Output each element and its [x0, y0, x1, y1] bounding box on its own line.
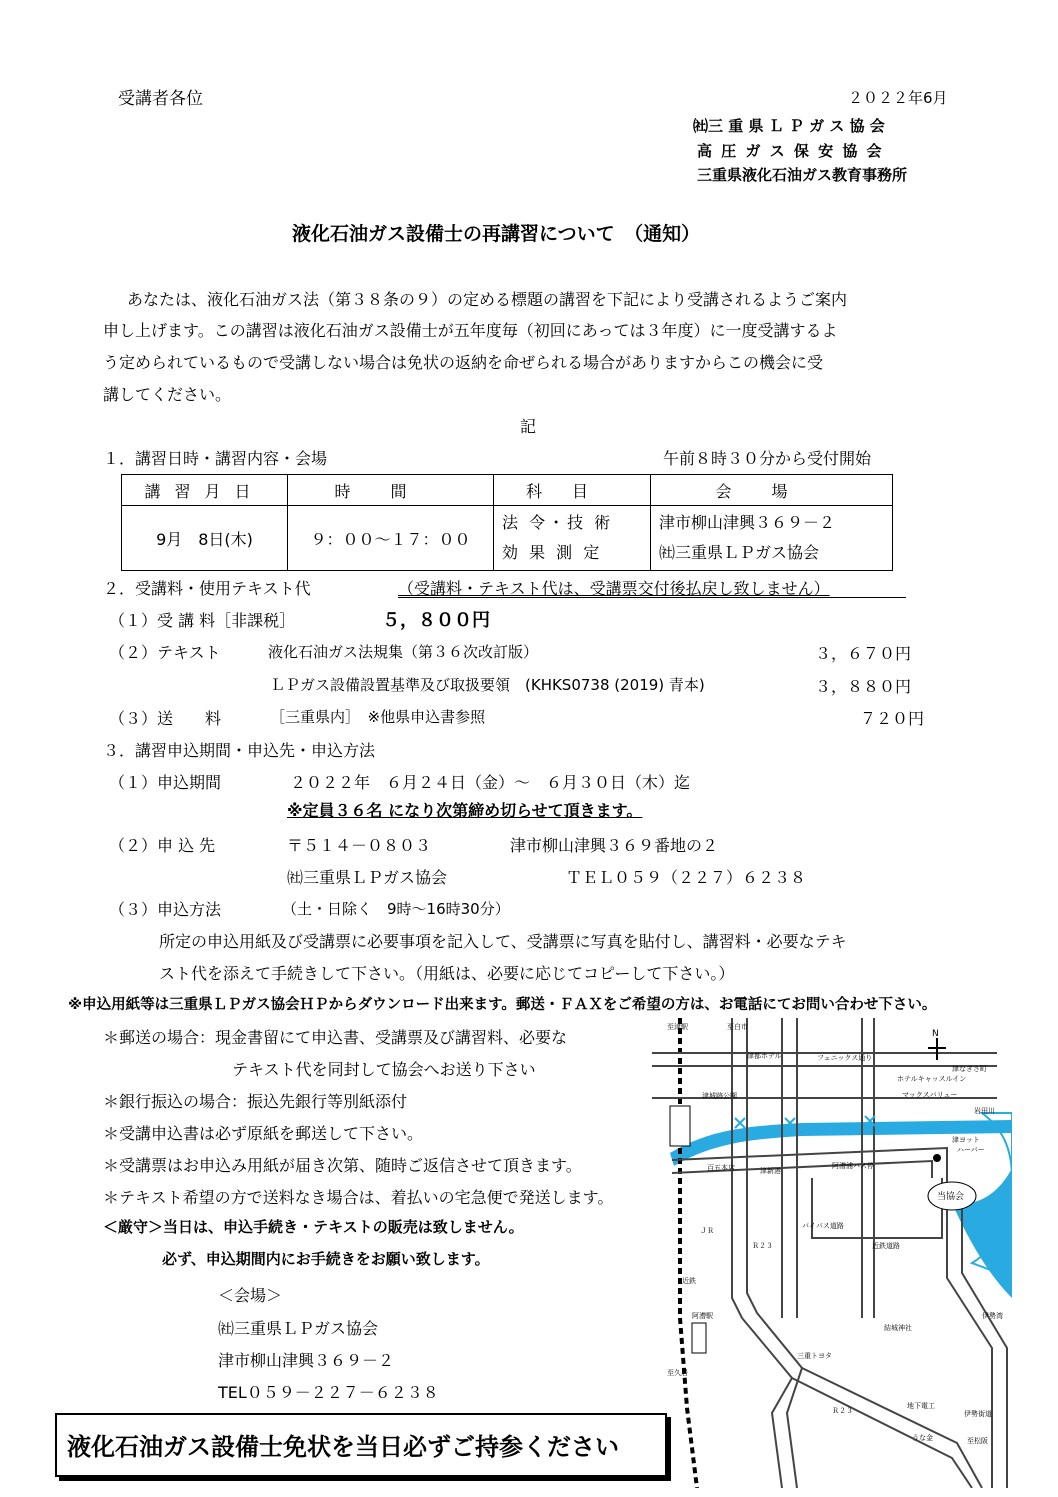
method-text-2: スト代を添えて手続きして下さい。（用紙は、必要に応じてコピーして下さい。）	[159, 964, 735, 983]
issue-date: ２０２２年6月	[848, 89, 948, 107]
map-label-r23b: Ｒ２３	[832, 1407, 853, 1415]
intro-line-4: 講してください。	[103, 385, 232, 404]
org-education: 三重県液化石油ガス教育事務所	[697, 166, 908, 184]
subject-line-1: 法 令・技 術	[502, 513, 614, 532]
venue-address: 津市柳山津興３６９－２	[218, 1351, 395, 1370]
map-label-bypass: バイパス道路	[802, 1222, 844, 1230]
reception-time: 午前８時３０分から受付開始	[663, 449, 872, 468]
text2-price: ３，８８０円	[815, 677, 912, 696]
footer-reminder	[55, 1413, 667, 1477]
refund-rule	[398, 597, 906, 598]
map-label-ako-bus: 阿漕浦バス停	[832, 1162, 874, 1170]
venue-label: ＜会場＞	[218, 1286, 283, 1305]
ako-station-box	[692, 1323, 706, 1353]
map-label-tsu-yacht: 津ヨット	[952, 1136, 980, 1144]
col-subject-header: 科目	[494, 475, 651, 506]
note-original: ＊受講申込書は必ず原紙を郵送して下さい。	[103, 1124, 424, 1143]
org-lpgas: ㈳三 重 県 Ｌ Ｐ ガ ス 協 会	[693, 117, 885, 135]
roads	[652, 1018, 1007, 1488]
map-label-max-value: マックスバリュー	[902, 1091, 958, 1099]
venue-tel: TEL０５９－２２７－６２３８	[218, 1383, 439, 1402]
map-label-tsu-station: 至津駅	[667, 1023, 688, 1031]
cell-subject	[494, 506, 651, 571]
subject-line-2: 効 果 測 定	[502, 543, 603, 562]
capacity-note: ※定員３６名 になり次第締め切らせて頂きます。	[287, 801, 643, 820]
note-ticket: ＊受講票はお申込み用紙が届き次第、随時ご返信させて頂きます。	[103, 1156, 582, 1175]
col-venue-header: 会場	[651, 475, 893, 506]
download-note: ※申込用紙等は三重県ＬＰガス協会ＨＰからダウンロード出来ます。郵送・ＦＡＸをご希望の方は、お電話にてお問い合わせ下さい。	[68, 997, 937, 1013]
map-label-chikatetsu: 地下電工	[907, 1402, 935, 1410]
addressee: 受講者各位	[118, 89, 203, 109]
shipping-label: （３）送 料	[109, 709, 222, 728]
method-hours: （土・日除く 9時～16時30分）	[282, 900, 510, 918]
map-label-kintetsu: 近鉄	[682, 1277, 696, 1285]
north-arrow	[928, 1038, 946, 1060]
map-label-harbor: ハーバー	[957, 1146, 985, 1154]
page-title: 液化石油ガス設備士の再講習について （通知）	[292, 223, 701, 245]
map-label-hotel-castle: ホテルキャッスルイン	[897, 1075, 967, 1083]
text1-name: 液化石油ガス法規集（第３６次改訂版）	[268, 643, 539, 661]
cell-date: 9月 8日(木)	[122, 506, 288, 571]
map-label-jr: ＪＲ	[700, 1227, 714, 1235]
col-date-header: 講習月日	[122, 475, 288, 506]
map-label-kintetsu-road: 近鉄道路	[872, 1242, 900, 1250]
cell-venue	[651, 506, 893, 571]
intro-line-3: う定められているもので受講しない場合は免状の返納を命ぜられる場合がありますからこの機会に受	[103, 353, 824, 372]
destination-address: 津市柳山津興３６９番地の２	[510, 836, 719, 855]
section2-heading: ２．受講料・使用テキスト代	[103, 579, 311, 598]
map-label-association: 当協会	[937, 1192, 965, 1202]
map-label-ako-station: 阿漕駅	[692, 1312, 713, 1320]
map-label-unagi: うな金	[912, 1434, 933, 1442]
map-label-yuki-shrine: 結城神社	[884, 1324, 912, 1332]
note-mail-2: テキスト代を同封して協会へお送り下さい	[232, 1060, 536, 1079]
map-label-mie-toyota: 三重トヨタ	[797, 1352, 832, 1360]
method-text-1: 所定の申込用紙及び受講票に必要事項を記入して、受講票に写真を貼付し、講習料・必要なテキ	[159, 932, 847, 951]
map-label-hyakugo: 百五本店	[707, 1164, 735, 1172]
map-label-hotel: 津都ホテル	[747, 1052, 782, 1060]
venue-line-2: ㈳三重県ＬＰガス協会	[659, 543, 820, 562]
footer-reminder-text: 液化石油ガス設備士免状を当日必ずご持参ください	[67, 1433, 619, 1461]
period-value: ２０２２年 ６月２４日（金）～ ６月３０日（木）迄	[290, 773, 691, 792]
note-bank: ＊銀行振込の場合：振込先銀行等別紙添付	[103, 1092, 408, 1111]
map-label-r23a: Ｒ２３	[752, 1242, 773, 1250]
strict-note-2: 必ず、申込期間内にお手続きをお願い致します。	[162, 1250, 490, 1268]
destination-org: ㈳三重県ＬＰガス協会	[287, 868, 448, 887]
method-label: （３）申込方法	[109, 900, 222, 919]
ki-heading: 記	[520, 417, 537, 436]
refund-note: （受講料・テキスト代は、受講票交付後払戻し致しません）	[398, 579, 830, 598]
schedule-table	[121, 474, 893, 571]
association-marker	[933, 1154, 941, 1162]
venue-line-1: 津市柳山津興３６９－２	[659, 513, 836, 532]
text-label: （２）テキスト	[109, 643, 221, 662]
map-label-ise-road: 伊勢街道	[964, 1410, 992, 1418]
shipping-price: ７２０円	[860, 709, 925, 728]
map-label-phoenix: フェニックス通り	[817, 1054, 873, 1062]
note-text-shipping: ＊テキスト希望の方で送料なき場合は、着払いの宅急便で発送します。	[103, 1188, 614, 1207]
shipping-detail: ［三重県内］ ※他県申込書参照	[270, 708, 486, 726]
map-label-north: N	[932, 1029, 939, 1039]
map-label-nagisa: 津なぎさ町	[952, 1065, 987, 1073]
map-label-tsu-city: 至白市	[727, 1023, 748, 1031]
tsu-station-box	[670, 1106, 690, 1146]
fee-value: ５，８００円	[382, 610, 490, 631]
map-label-minato: 津新港	[760, 1167, 781, 1175]
col-time-header: 時間	[288, 475, 494, 506]
destination-tel: ＴＥＬ０５９（２２７）６２３８	[566, 868, 807, 887]
text2-name: ＬＰガス設備設置基準及び取扱要領 (KHKS0738 (2019) 青本)	[270, 676, 705, 694]
intro-line-2: 申し上げます。この講習は液化石油ガス設備士が五年度毎（初回にあっては３年度）に一度受講するよ	[103, 321, 838, 340]
intro-line-1: あなたは、液化石油ガス法（第３８条の９）の定める標題の講習を下記により受講されるようご案内	[127, 290, 848, 309]
note-mail: ＊郵送の場合：現金書留にて申込書、受講票及び講習料、必要な	[103, 1028, 568, 1047]
cell-time: ９：００～１７：００	[288, 506, 494, 571]
section3-heading: ３．講習申込期間・申込先・申込方法	[103, 741, 376, 760]
map-label-hisai: 至久居	[667, 1369, 688, 1377]
map-label-matsusaka: 至松阪	[967, 1437, 988, 1445]
text1-price: ３，６７０円	[815, 644, 912, 663]
destination-zip: 〒５１４－０８０３	[287, 836, 432, 855]
section1-heading: １．講習日時・講習内容・会場	[103, 449, 328, 468]
strict-note: ＜厳守＞当日は、申込手続き・テキストの販売は致しません。	[103, 1218, 524, 1236]
map-label-park: 津城跡公園	[702, 1092, 737, 1100]
destination-label: （２）申 込 先	[109, 836, 216, 855]
map-label-iwata-river: 岩田川	[974, 1107, 995, 1115]
fee-label: （１）受 講 料［非課税］	[109, 611, 296, 630]
venue-org: ㈳三重県ＬＰガス協会	[218, 1319, 379, 1338]
period-label: （１）申込期間	[109, 773, 222, 792]
org-hpgs: 高 圧 ガ ス 保 安 協 会	[697, 142, 884, 160]
access-map	[652, 1018, 1012, 1488]
jr-railway	[680, 1018, 697, 1488]
map-label-coast: 伊勢湾	[982, 1312, 1003, 1320]
